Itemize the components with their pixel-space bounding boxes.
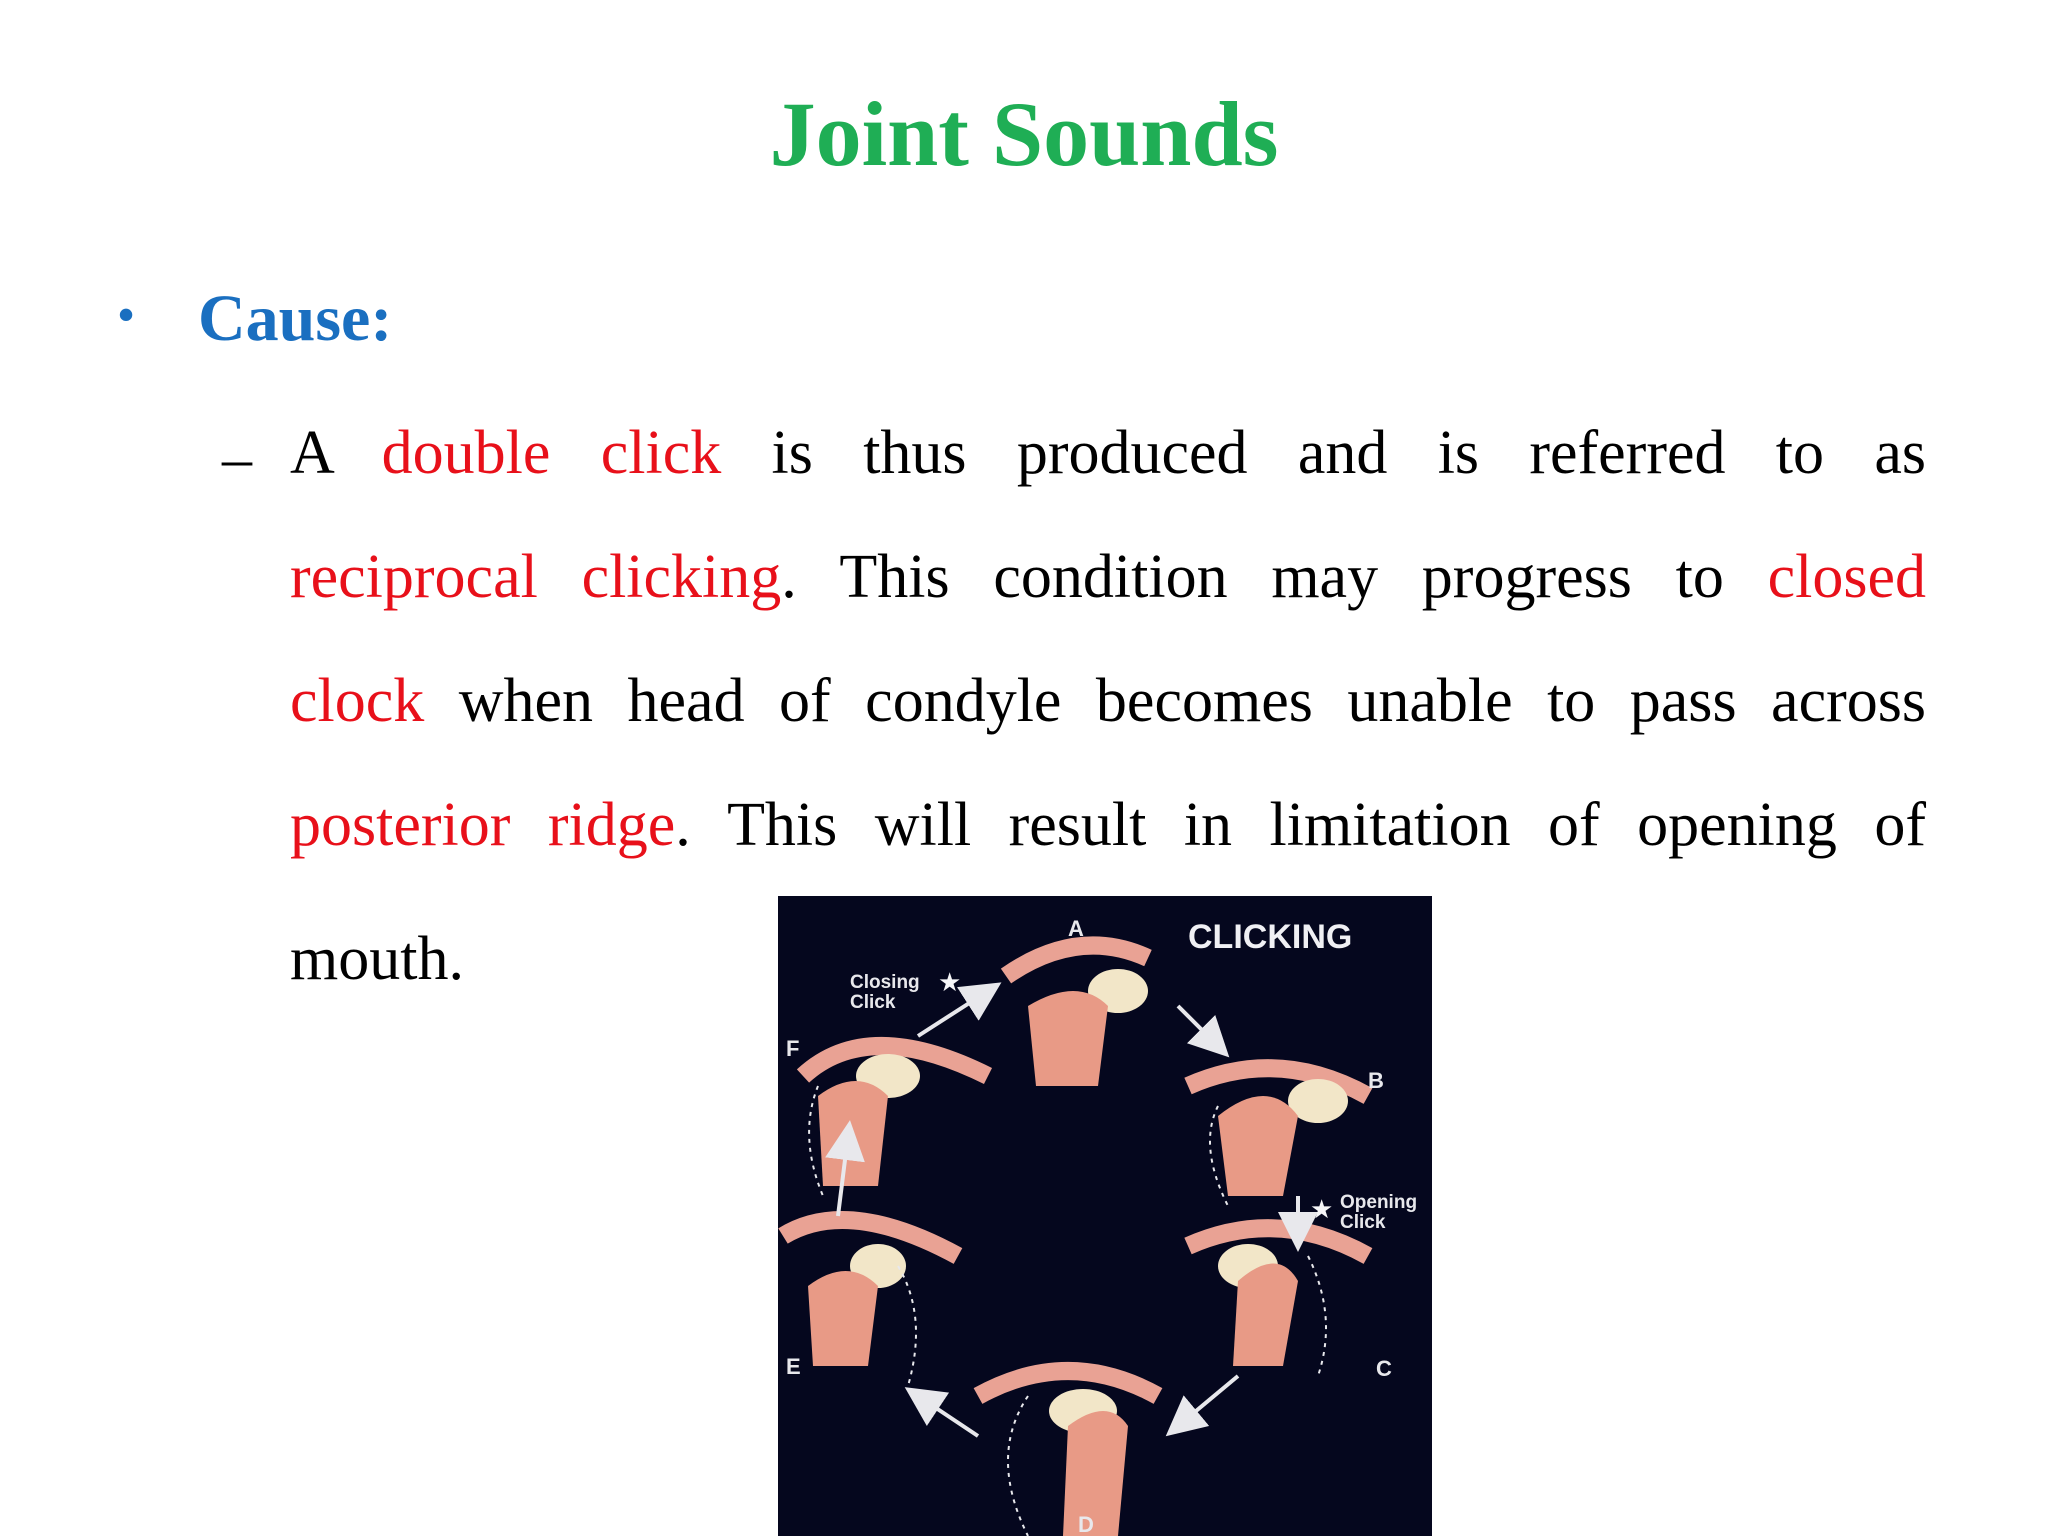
label-b: B xyxy=(1368,1068,1384,1093)
body-line-2 xyxy=(290,542,1926,613)
label-f: F xyxy=(786,1036,800,1061)
body-text: . This condition may progress to xyxy=(781,543,1768,611)
bullet-cause xyxy=(118,282,393,355)
bullet-dot-icon: • xyxy=(118,289,135,340)
closing-click-label-1: Closing xyxy=(850,972,920,993)
joint-panel-c xyxy=(1188,1228,1392,1381)
highlight-term: clock xyxy=(290,667,425,735)
label-c: C xyxy=(1376,1356,1392,1381)
opening-star-icon: ★ xyxy=(1310,1195,1334,1224)
arrow-a-b-icon xyxy=(1178,1006,1218,1046)
arrow-d-e-icon xyxy=(918,1396,978,1436)
label-a: A xyxy=(1068,916,1084,941)
label-e: E xyxy=(786,1354,801,1379)
body-text: A xyxy=(290,419,382,487)
highlight-term: posterior ridge xyxy=(290,791,676,859)
body-text: when head of condyle becomes unable to pass across xyxy=(424,667,1926,735)
closing-star-icon: ★ xyxy=(938,968,962,997)
figure-title: CLICKING xyxy=(1188,918,1353,956)
closing-click-label-2: Click xyxy=(850,992,896,1013)
joint-panel-a xyxy=(1006,916,1148,1086)
joint-panel-f xyxy=(786,1036,988,1196)
bullet-heading: Cause: xyxy=(198,282,393,355)
joint-panel-b xyxy=(1188,1068,1384,1206)
slide-title: Joint Sounds xyxy=(769,83,1279,185)
body-text: is thus produced and is referred to as xyxy=(721,419,1926,487)
label-d: D xyxy=(1078,1512,1094,1536)
joint-panel-d xyxy=(978,1371,1158,1536)
arrow-f-a-icon xyxy=(918,991,988,1036)
body-line-4 xyxy=(290,790,1926,861)
body-text: . This will result in limitation of opening of xyxy=(675,791,1926,859)
opening-click-label-1: Opening xyxy=(1340,1192,1418,1213)
body-line-1 xyxy=(290,418,1926,489)
sub-bullet-dash-icon: – xyxy=(222,425,252,491)
highlight-term: double click xyxy=(381,419,722,487)
joint-panel-e xyxy=(783,1220,958,1386)
highlight-term: closed xyxy=(1767,543,1926,611)
body-text: mouth. xyxy=(290,925,464,993)
highlight-term: reciprocal clicking xyxy=(290,543,782,611)
arrow-c-d-icon xyxy=(1178,1376,1238,1426)
clicking-diagram xyxy=(778,896,1432,1536)
body-line-3 xyxy=(290,666,1926,737)
opening-click-label-2: Click xyxy=(1340,1212,1386,1233)
